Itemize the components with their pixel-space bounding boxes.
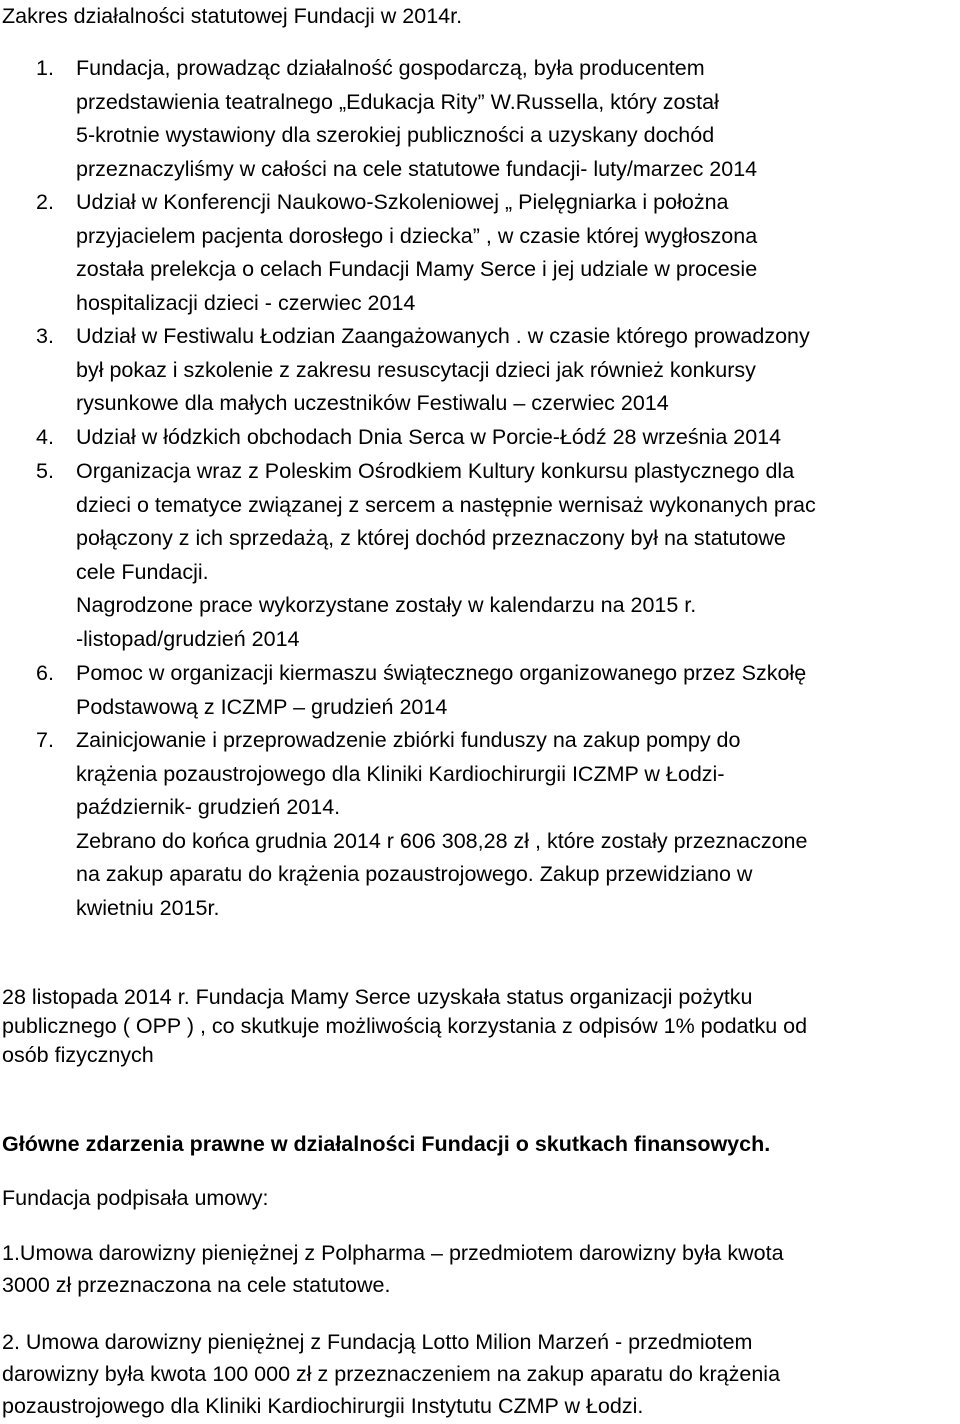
list-item-text xyxy=(76,320,951,421)
contract-2 xyxy=(2,1326,958,1422)
text-line: darowizny była kwota 100 000 zł z przeznaczeniem na zakup aparatu do krążenia xyxy=(2,1362,781,1386)
text-line: 5-krotnie wystawiony dla szerokiej publiczności a uzyskany dochód xyxy=(76,123,715,147)
list-item-text xyxy=(76,421,951,455)
list-item-number: 6. xyxy=(36,661,54,685)
contracts-intro: Fundacja podpisała umowy: xyxy=(2,1186,269,1210)
text-line: 28 listopada 2014 r. Fundacja Mamy Serce uzyskała status organizacji pożytku xyxy=(2,985,753,1009)
list-item-text xyxy=(76,724,951,925)
list-item-number: 4. xyxy=(36,425,54,449)
document-title: Zakres działalności statutowej Fundacji w 2014r. xyxy=(2,4,463,28)
text-line: 1.Umowa darowizny pieniężnej z Polpharma – przedmiotem darowizny była kwota xyxy=(2,1241,784,1265)
text-line: cele Fundacji. xyxy=(76,559,209,584)
text-line: Nagrodzone prace wykorzystane zostały w kalendarzu na 2015 r. xyxy=(76,593,697,617)
text-line: na zakup aparatu do krążenia pozaustrojowego. Zakup przewidziano w xyxy=(76,862,753,886)
text-line: Zebrano do końca grudnia 2014 r 606 308,28 zł , które zostały przeznaczone xyxy=(76,828,808,853)
list-item-number: 2. xyxy=(36,190,54,214)
text-line: Podstawową z ICZMP – grudzień 2014 xyxy=(76,694,448,719)
list-item-number: 3. xyxy=(36,324,54,348)
text-line: została prelekcja o celach Fundacji Mamy Serce i jej udziale w procesie xyxy=(76,257,758,281)
text-line: pozaustrojowego dla Kliniki Kardiochirurgii Instytutu CZMP w Łodzi. xyxy=(2,1394,644,1418)
text-line: Zainicjowanie i przeprowadzenie zbiórki funduszy na zakup pompy do xyxy=(76,728,741,752)
text-line: dzieci o tematyce związanej z sercem a następnie wernisaż wykonanych prac xyxy=(76,492,816,517)
text-line: 3000 zł przeznaczona na cele statutowe. xyxy=(2,1273,391,1297)
list-item-number: 1. xyxy=(36,56,54,80)
text-line: osób fizycznych xyxy=(2,1043,154,1067)
list-item-text xyxy=(76,455,951,656)
text-line: przyjacielem pacjenta dorosłego i dziecka” , w czasie której wygłoszona xyxy=(76,223,758,248)
text-line: kwietniu 2015r. xyxy=(76,895,220,920)
contract-1 xyxy=(2,1237,958,1301)
text-line: Udział w łódzkich obchodach Dnia Serca w Porcie-Łódź 28 września 2014 xyxy=(76,425,782,449)
text-line: Udział w Konferencji Naukowo-Szkoleniowej „ Pielęgniarka i położna xyxy=(76,190,729,214)
text-line: publicznego ( OPP ) , co skutkuje możliwością korzystania z odpisów 1% podatku od xyxy=(2,1014,808,1038)
text-line: 2. Umowa darowizny pieniężnej z Fundacją Lotto Milion Marzeń - przedmiotem xyxy=(2,1330,753,1354)
text-line: przeznaczyliśmy w całości na cele statutowe fundacji- luty/marzec 2014 xyxy=(76,156,758,181)
text-line: przedstawienia teatralnego „Edukacja Rity” W.Russella, który został xyxy=(76,89,719,114)
text-line: był pokaz i szkolenie z zakresu resuscytacji dzieci jak również konkursy xyxy=(76,357,756,382)
opp-status-paragraph xyxy=(2,983,958,1070)
legal-events-heading: Główne zdarzenia prawne w działalności Fundacji o skutkach finansowych. xyxy=(2,1132,771,1156)
text-line: październik- grudzień 2014. xyxy=(76,795,341,819)
text-line: -listopad/grudzień 2014 xyxy=(76,626,300,651)
text-line: rysunkowe dla małych uczestników Festiwalu – czerwiec 2014 xyxy=(76,391,669,415)
text-line: połączony z ich sprzedażą, z której dochód przeznaczony był na statutowe xyxy=(76,526,786,550)
list-item-number: 5. xyxy=(36,459,54,483)
text-line: krążenia pozaustrojowego dla Kliniki Kardiochirurgii ICZMP w Łodzi- xyxy=(76,761,725,786)
text-line: Pomoc w organizacji kiermaszu świątecznego organizowanego przez Szkołę xyxy=(76,661,807,685)
text-line: Fundacja, prowadząc działalność gospodarczą, była producentem xyxy=(76,56,705,80)
text-line: hospitalizacji dzieci - czerwiec 2014 xyxy=(76,290,416,315)
list-item-text xyxy=(76,186,951,320)
text-line: Organizacja wraz z Poleskim Ośrodkiem Kultury konkursu plastycznego dla xyxy=(76,459,795,483)
text-line: Udział w Festiwalu Łodzian Zaangażowanych . w czasie którego prowadzony xyxy=(76,324,810,348)
list-item-text xyxy=(76,52,951,186)
list-item-number: 7. xyxy=(36,728,54,752)
list-item-text xyxy=(76,657,951,724)
